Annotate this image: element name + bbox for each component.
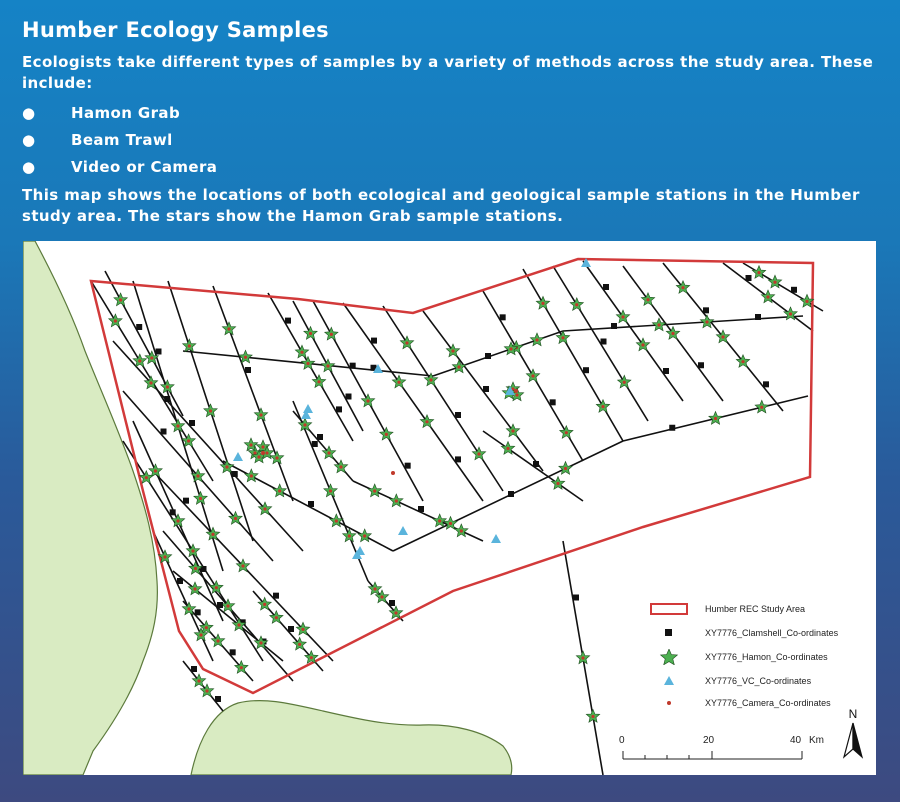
hamon-grab-marker-dot <box>306 362 309 365</box>
hamon-grab-marker-dot <box>460 529 463 532</box>
clamshell-marker[interactable] <box>791 287 797 293</box>
hamon-grab-marker-dot <box>250 474 253 477</box>
clamshell-marker[interactable] <box>308 501 314 507</box>
north-label: N <box>848 707 858 721</box>
vc-marker[interactable] <box>398 526 408 535</box>
hamon-grab-marker-dot <box>301 628 304 631</box>
west-coast-land <box>23 241 157 775</box>
bullet-label: Beam Trawl <box>71 131 173 149</box>
list-item <box>22 127 882 154</box>
hamon-grab-marker-dot <box>773 281 776 284</box>
hamon-grab-marker-dot <box>150 356 153 359</box>
hamon-grab-marker-dot <box>366 399 369 402</box>
hamon-grab-marker-dot <box>237 623 240 626</box>
hamon-grab-marker-dot <box>373 587 376 590</box>
hamon-grab-marker-dot <box>234 517 237 520</box>
hamon-grab-marker-dot <box>205 689 208 692</box>
hamon-grab-marker-dot <box>193 587 196 590</box>
hamon-grab-marker-dot <box>244 356 247 359</box>
clamshell-marker[interactable] <box>288 626 294 632</box>
hamon-grab-marker-dot <box>449 522 452 525</box>
scale-tick-label: 20 <box>703 735 715 746</box>
bullet-label: Video or Camera <box>71 158 218 176</box>
clamshell-marker[interactable] <box>230 649 236 655</box>
hamon-grab-marker-dot <box>681 286 684 289</box>
hamon-grab-marker-dot <box>209 409 212 412</box>
hamon-grab-marker-dot <box>241 564 244 567</box>
clamshell-marker[interactable] <box>763 381 769 387</box>
legend-label: XY7776_Camera_Co-ordinates <box>705 698 831 708</box>
hamon-grab-marker-dot <box>187 439 190 442</box>
clamshell-marker[interactable] <box>136 324 142 330</box>
bullet-icon: ● <box>22 158 36 176</box>
hamon-grab-marker-dot <box>278 489 281 492</box>
hamon-grab-marker-dot <box>397 381 400 384</box>
legend-label: XY7776_Clamshell_Co-ordinates <box>705 628 839 638</box>
hamon-grab-marker-dot <box>565 431 568 434</box>
hamon-grab-marker-dot <box>216 639 219 642</box>
clamshell-marker[interactable] <box>285 318 291 324</box>
clamshell-marker[interactable] <box>583 367 589 373</box>
hamon-grab-marker-dot <box>114 319 117 322</box>
hamon-grab-marker-dot <box>199 633 202 636</box>
bullet-label: Hamon Grab <box>71 104 181 122</box>
legend-row <box>647 649 828 665</box>
hamon-grab-marker-dot <box>741 360 744 363</box>
clamshell-marker[interactable] <box>195 609 201 615</box>
clamshell-marker[interactable] <box>669 425 675 431</box>
hamon-grab-marker-dot <box>327 451 330 454</box>
triangle-icon <box>647 673 691 689</box>
clamshell-marker[interactable] <box>550 399 556 405</box>
scale-tick-label: 0 <box>619 735 625 746</box>
hamon-grab-marker-dot <box>394 611 397 614</box>
clamshell-marker[interactable] <box>336 406 342 412</box>
camera-marker[interactable] <box>261 451 265 455</box>
hamon-grab-marker-dot <box>429 378 432 381</box>
hamon-grab-marker-dot <box>211 533 214 536</box>
clamshell-marker[interactable] <box>611 323 617 329</box>
hamon-grab-marker-dot <box>564 467 567 470</box>
hamon-grab-marker-dot <box>187 607 190 610</box>
hamon-grab-marker-dot <box>261 445 264 448</box>
hamon-grab-marker-dot <box>154 469 157 472</box>
survey-line <box>343 303 483 501</box>
hamon-grab-marker-dot <box>457 365 460 368</box>
hamon-grab-marker-dot <box>515 393 518 396</box>
list-item <box>22 154 882 181</box>
dot-icon <box>647 695 691 711</box>
legend-label: Humber REC Study Area <box>705 604 806 614</box>
south-coast-land <box>191 701 512 775</box>
hamon-grab-marker-dot <box>253 451 256 454</box>
clamshell-marker[interactable] <box>601 339 607 345</box>
hamon-grab-marker-dot <box>339 465 342 468</box>
square-icon <box>647 625 691 641</box>
clamshell-marker[interactable] <box>389 600 395 606</box>
hamon-grab-marker-dot <box>191 549 194 552</box>
hamon-grab-marker-dot <box>227 327 230 330</box>
hamon-grab-marker-dot <box>714 417 717 420</box>
hamon-grab-marker-dot <box>197 679 200 682</box>
scale-ruler <box>622 749 812 763</box>
clamshell-marker[interactable] <box>455 412 461 418</box>
clamshell-marker[interactable] <box>371 338 377 344</box>
hamon-grab-marker-dot <box>509 347 512 350</box>
clamshell-marker[interactable] <box>156 349 162 355</box>
clamshell-marker[interactable] <box>533 461 539 467</box>
north-arrow <box>841 707 865 763</box>
clamshell-marker[interactable] <box>418 506 424 512</box>
hamon-grab-marker-dot <box>119 298 122 301</box>
hamon-grab-marker-dot <box>303 423 306 426</box>
scale-tick-label: 40 <box>790 735 802 746</box>
clamshell-marker[interactable] <box>170 509 176 515</box>
legend-label: XY7776_VC_Co-ordinates <box>705 676 812 686</box>
hamon-grab-marker-dot <box>275 616 278 619</box>
hamon-grab-marker-dot <box>215 586 218 589</box>
scale-unit: Km <box>809 735 824 746</box>
hamon-grab-marker-dot <box>451 349 454 352</box>
hamon-grab-marker-dot <box>163 555 166 558</box>
clamshell-marker[interactable] <box>217 602 223 608</box>
list-item <box>22 100 882 127</box>
hamon-grab-marker-dot <box>196 474 199 477</box>
page-title: Humber Ecology Samples <box>22 18 329 42</box>
clamshell-marker[interactable] <box>161 429 167 435</box>
clamshell-marker[interactable] <box>508 491 514 497</box>
clamshell-marker[interactable] <box>164 396 170 402</box>
hamon-grab-marker-dot <box>138 359 141 362</box>
hamon-grab-marker-dot <box>561 336 564 339</box>
clamshell-marker[interactable] <box>346 394 352 400</box>
hamon-grab-marker-dot <box>194 567 197 570</box>
hamon-grab-marker-dot <box>309 332 312 335</box>
hamon-grab-marker-dot <box>601 405 604 408</box>
survey-line <box>563 316 803 331</box>
hamon-grab-marker-dot <box>373 489 376 492</box>
hamon-grab-marker-dot <box>326 364 329 367</box>
intro-text: Ecologists take different types of samples by a variety of methods across the study area. These include: <box>22 53 874 92</box>
hamon-grab-marker-dot <box>335 519 338 522</box>
hamon-grab-marker-dot <box>149 381 152 384</box>
hamon-grab-marker-dot <box>259 641 262 644</box>
hamon-grab-marker-dot <box>657 323 660 326</box>
hamon-grab-marker-dot <box>671 332 674 335</box>
hamon-grab-marker-dot <box>205 626 208 629</box>
clamshell-marker[interactable] <box>215 696 221 702</box>
hamon-grab-marker-dot <box>506 447 509 450</box>
hamon-grab-marker-dot <box>226 604 229 607</box>
hamon-grab-marker-dot <box>317 380 320 383</box>
clamshell-marker[interactable] <box>177 578 183 584</box>
clamshell-marker[interactable] <box>405 463 411 469</box>
hamon-grab-marker-dot <box>641 343 644 346</box>
hamon-grab-marker-dot <box>249 443 252 446</box>
clamshell-marker[interactable] <box>483 386 489 392</box>
hamon-grab-marker-dot <box>275 456 278 459</box>
vc-marker[interactable] <box>491 534 501 543</box>
hamon-grab-marker-dot <box>265 451 268 454</box>
hamon-grab-marker-dot <box>705 320 708 323</box>
hamon-grab-marker-dot <box>363 534 366 537</box>
hamon-grab-marker-dot <box>757 271 760 274</box>
legend-row <box>647 625 838 641</box>
hamon-grab-marker-dot <box>575 303 578 306</box>
hamon-grab-marker-dot <box>531 374 534 377</box>
clamshell-marker[interactable] <box>746 275 752 281</box>
map-panel[interactable] <box>23 241 876 775</box>
hamon-grab-marker-dot <box>535 338 538 341</box>
outro-text: This map shows the locations of both ecological and geological sample stations in the Humber study area. The stars show the Hamon Grab sample stations. <box>22 186 860 225</box>
camera-marker[interactable] <box>514 389 518 393</box>
hamon-grab-marker-dot <box>348 534 351 537</box>
hamon-grab-marker-dot <box>329 489 332 492</box>
hamon-grab-marker-dot <box>310 656 313 659</box>
header <box>22 18 882 227</box>
hamon-grab-marker-dot <box>541 302 544 305</box>
hamon-grab-marker-dot <box>225 465 228 468</box>
hamon-grab-marker-dot <box>298 643 301 646</box>
clamshell-marker[interactable] <box>317 434 323 440</box>
clamshell-marker[interactable] <box>573 595 579 601</box>
clamshell-marker[interactable] <box>703 307 709 313</box>
clamshell-marker[interactable] <box>191 666 197 672</box>
star-icon <box>647 649 691 665</box>
clamshell-marker[interactable] <box>603 284 609 290</box>
legend-row <box>647 673 811 689</box>
hamon-grab-marker-dot <box>176 519 179 522</box>
north-arrow-icon <box>841 721 865 759</box>
hamon-grab-marker-dot <box>760 406 763 409</box>
hamon-grab-marker-dot <box>621 315 624 318</box>
clamshell-marker[interactable] <box>189 420 195 426</box>
clamshell-marker[interactable] <box>245 367 251 373</box>
clamshell-marker[interactable] <box>232 471 238 477</box>
vc-marker[interactable] <box>233 452 243 461</box>
hamon-grab-marker-dot <box>380 595 383 598</box>
hamon-grab-marker-dot <box>405 341 408 344</box>
clamshell-marker[interactable] <box>698 362 704 368</box>
hamon-grab-marker-dot <box>805 300 808 303</box>
legend-row <box>647 601 805 617</box>
hamon-grab-marker-dot <box>591 715 594 718</box>
hamon-grab-marker-dot <box>477 452 480 455</box>
hamon-grab-marker-dot <box>263 603 266 606</box>
clamshell-marker[interactable] <box>455 456 461 462</box>
hamon-grab-marker-dot <box>176 424 179 427</box>
hamon-grab-marker-dot <box>145 476 148 479</box>
hamon-grab-marker-dot <box>721 335 724 338</box>
hamon-grab-marker-dot <box>385 433 388 436</box>
legend-row <box>647 695 831 711</box>
clamshell-marker[interactable] <box>312 441 318 447</box>
study-area-icon <box>647 601 691 617</box>
hamon-grab-marker-dot <box>623 381 626 384</box>
hamon-grab-marker-dot <box>257 455 260 458</box>
sample-method-list <box>22 100 882 181</box>
legend-label: XY7776_Hamon_Co-ordinates <box>705 652 828 662</box>
hamon-grab-marker-dot <box>330 333 333 336</box>
clamshell-marker[interactable] <box>755 314 761 320</box>
survey-line <box>383 306 503 491</box>
hamon-grab-marker-dot <box>425 420 428 423</box>
camera-marker[interactable] <box>391 471 395 475</box>
bullet-icon: ● <box>22 131 36 149</box>
hamon-grab-marker-dot <box>581 656 584 659</box>
clamshell-marker[interactable] <box>350 363 356 369</box>
hamon-grab-marker-dot <box>259 413 262 416</box>
hamon-grab-marker-dot <box>300 351 303 354</box>
hamon-grab-marker-dot <box>199 497 202 500</box>
hamon-grab-marker-dot <box>511 429 514 432</box>
clamshell-marker[interactable] <box>183 498 189 504</box>
clamshell-marker[interactable] <box>663 368 669 374</box>
vc-marker[interactable] <box>303 404 313 413</box>
clamshell-marker[interactable] <box>273 593 279 599</box>
clamshell-marker[interactable] <box>485 353 491 359</box>
hamon-grab-marker-dot <box>263 507 266 510</box>
hamon-grab-marker-dot <box>240 666 243 669</box>
hamon-grab-marker-dot <box>556 482 559 485</box>
scale-bar <box>619 735 829 767</box>
bullet-icon: ● <box>22 104 36 122</box>
hamon-grab-marker-dot <box>188 344 191 347</box>
hamon-grab-marker-dot <box>395 499 398 502</box>
hamon-grab-marker-dot <box>789 312 792 315</box>
hamon-grab-marker-dot <box>166 385 169 388</box>
hamon-grab-marker-dot <box>438 519 441 522</box>
clamshell-marker[interactable] <box>500 314 506 320</box>
hamon-grab-marker-dot <box>646 298 649 301</box>
hamon-grab-marker-dot <box>766 295 769 298</box>
